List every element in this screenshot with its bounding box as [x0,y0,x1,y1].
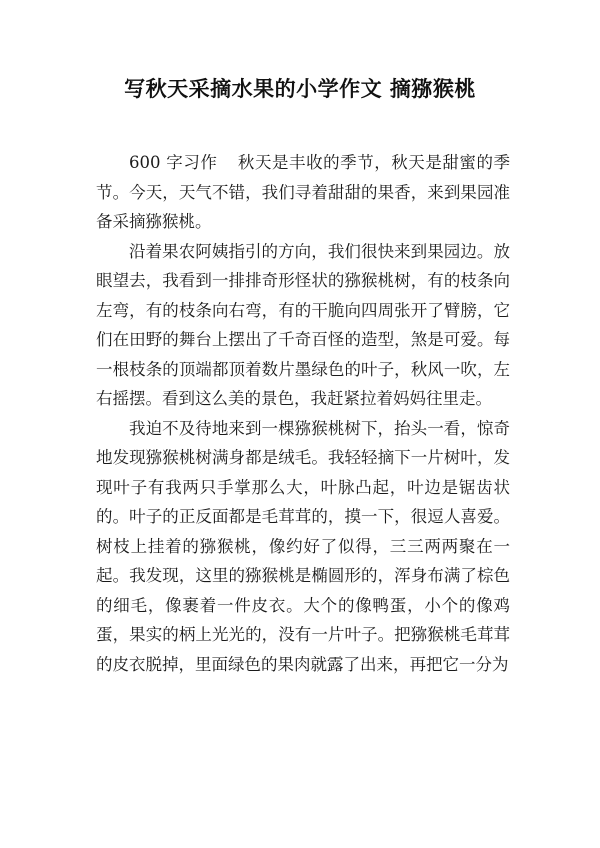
document-title: 写秋天采摘水果的小学作文 摘猕猴桃 [124,77,476,101]
paragraph-1-text: 秋天是丰收的季节，秋天是甜蜜的季节。今天，天气不错，我们寻着甜甜的果香，来到果园准备采摘猕猴桃。 [96,153,510,231]
paragraph-3: 我迫不及待地来到一棵猕猴桃树下，抬头一看，惊奇地发现猕猴桃树满身都是绒毛。我轻轻摘下一片树叶，发现叶子有我两只手掌那么大，叶脉凸起，叶边是锯齿状的。叶子的正反面都是毛茸茸的，摸一下，很逗人喜爱。树枝上挂着的猕猴桃，像约好了似得，三三两两聚在一起。我发现，这里的猕猴桃是椭圆形的，浑身布满了棕色的细毛，像裹着一件皮衣。大个的像鸭蛋，小个的像鸡蛋，果实的柄上光光的，没有一片叶子。把猕猴桃毛茸茸的皮衣脱掉，里面绿色的果肉就露了出来，再把它一分为 [96,418,510,674]
paragraph-2: 沿着果农阿姨指引的方向，我们很快来到果园边。放眼望去，我看到一排排奇形怪状的猕猴桃树，有的枝条向左弯，有的枝条向右弯，有的干脆向四周张开了臂膀，它们在田野的舞台上摆出了千奇百怪的造型，煞是可爱。每一根枝条的顶端都顶着数片墨绿色的叶子，秋风一吹，左右摇摆。看到这么美的景色，我赶紧拉着妈妈往里走。 [96,241,510,408]
essay-meta: 600 字习作 [129,153,218,172]
essay-body [96,148,510,679]
paragraph-1 [96,148,510,237]
